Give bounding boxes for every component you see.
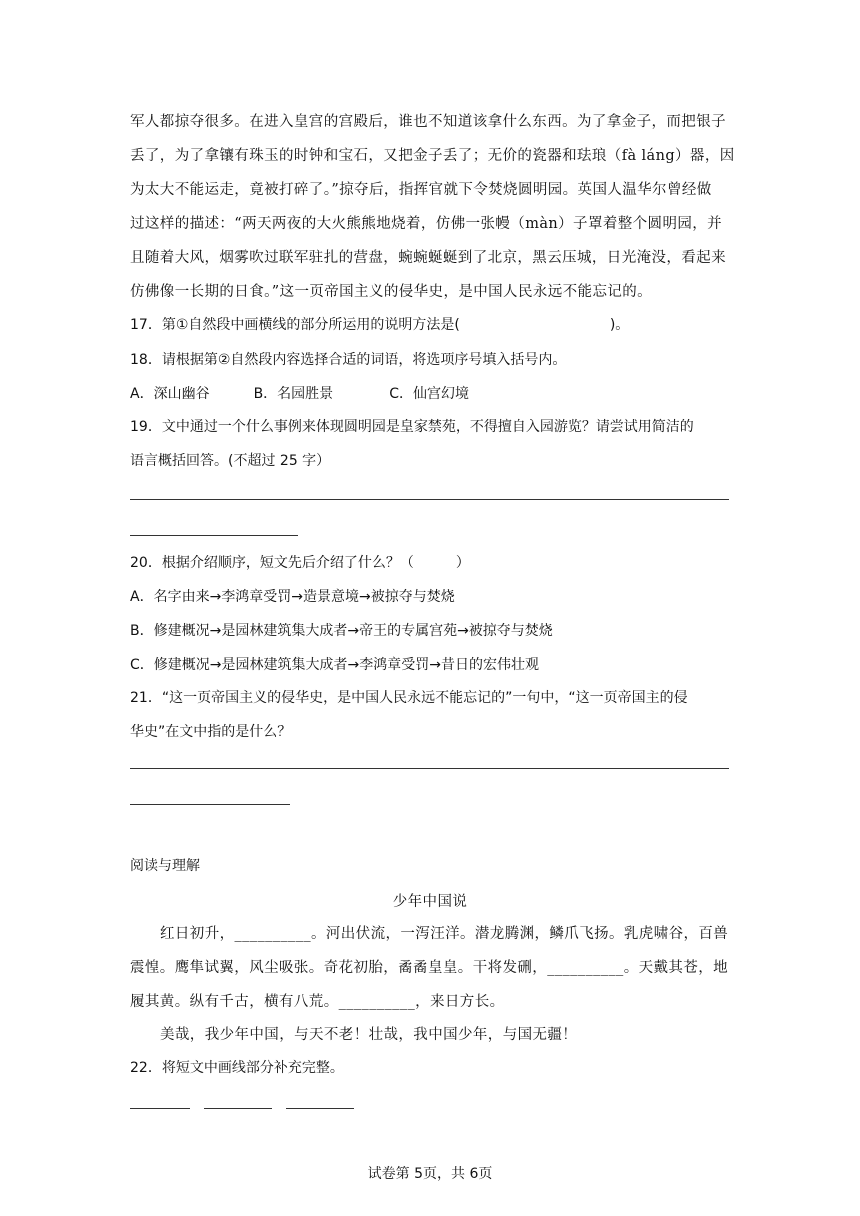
poem-line-3: 履其黄。纵有千古，横有八荒。__________，来日方长。	[130, 994, 505, 1010]
passage-line-5: 且随着大风，烟雾吹过联军驻扎的营盘，蜿蜿蜒蜒到了北京，黑云压城，日光淹没，看起来	[130, 250, 726, 266]
passage-line-1: 军人都掠夺很多。在进入皇宫的宫殿后，谁也不知道该拿什么东西。为了拿金子，而把银子	[130, 114, 726, 130]
question-18: 18．请根据第②自然段内容选择合适的词语，将选项序号填入括号内。	[130, 352, 567, 368]
q21-answer-line-2[interactable]	[130, 804, 290, 805]
q17-text: 17．第①自然段中画横线的部分所运用的说明方法是(	[130, 317, 460, 333]
passage-line-4: 过这样的描述：“两天两夜的大火熊熊地烧着，仿佛一张幔（màn）子罩着整个圆明园，并	[130, 216, 723, 232]
poem-line-1: 红日初升，__________。河出伏流，一泻汪洋。潜龙腾渊，鳞爪飞扬。乳虎啸谷，百兽	[160, 926, 729, 942]
question-19-line-1: 19．文中通过一个什么事例来体现圆明园是皇家禁苑，不得擅自入园游览？请尝试用简洁的	[130, 419, 694, 435]
page-footer: 试卷第 5页，共 6页	[367, 1166, 493, 1182]
q18-option-b[interactable]: B．名园胜景	[253, 386, 334, 402]
passage-line-3: 为太大不能运走，竟被打碎了。”掠夺后，指挥官就下令焚烧圆明园。英国人温华尔曾经做	[130, 182, 712, 198]
q19-answer-line-2[interactable]	[130, 535, 298, 536]
passage-line-6: 仿佛像一长期的日食。”这一页帝国主义的侵华史，是中国人民永远不能忘记的。	[130, 284, 653, 300]
q18-option-c[interactable]: C．仙宫幻境	[389, 386, 469, 402]
question-20: 20．根据介绍顺序，短文先后介绍了什么？（ ）	[130, 555, 470, 571]
passage-line-2: 丢了，为了拿镶有珠玉的时钟和宝石，又把金子丢了；无价的瓷器和珐琅（fà láng）器，因	[130, 148, 735, 164]
q21-answer-line-1[interactable]	[130, 768, 729, 769]
q22-blank-2[interactable]	[204, 1108, 272, 1109]
question-17	[130, 315, 730, 335]
q20-option-a[interactable]: A．名字由来→李鸿章受罚→造景意境→被掠夺与焚烧	[130, 589, 455, 605]
q22-blank-3[interactable]	[286, 1108, 354, 1109]
question-21-line-2: 华史”在文中指的是什么？	[130, 724, 292, 740]
question-21-line-1: 21．“这一页帝国主义的侵华史，是中国人民永远不能忘记的”一句中，“这一页帝国主的侵	[130, 690, 688, 706]
q17-close: )。	[609, 317, 630, 333]
question-18-options	[130, 384, 730, 404]
q19-answer-line-1[interactable]	[130, 499, 729, 500]
section-heading: 阅读与理解	[130, 858, 200, 874]
question-22: 22．将短文中画线部分补充完整。	[130, 1060, 344, 1076]
poem-title: 少年中国说	[392, 894, 468, 910]
q22-blank-1[interactable]	[130, 1108, 190, 1109]
poem-line-2: 震惶。鹰隼试翼，风尘吸张。奇花初胎，矞矞皇皇。干将发硎，__________。天戴其苍，地	[130, 960, 728, 976]
q20-option-c[interactable]: C．修建概况→是园林建筑集大成者→李鸿章受罚→昔日的宏伟壮观	[130, 657, 539, 673]
poem-ending: 美哉，我少年中国，与天不老！壮哉，我中国少年，与国无疆！	[160, 1027, 578, 1043]
q18-option-a[interactable]: A．深山幽谷	[130, 386, 210, 402]
question-19-line-2: 语言概括回答。(不超过 25 字）	[130, 453, 331, 469]
q20-option-b[interactable]: B．修建概况→是园林建筑集大成者→帝王的专属宫苑→被掠夺与焚烧	[130, 623, 553, 639]
